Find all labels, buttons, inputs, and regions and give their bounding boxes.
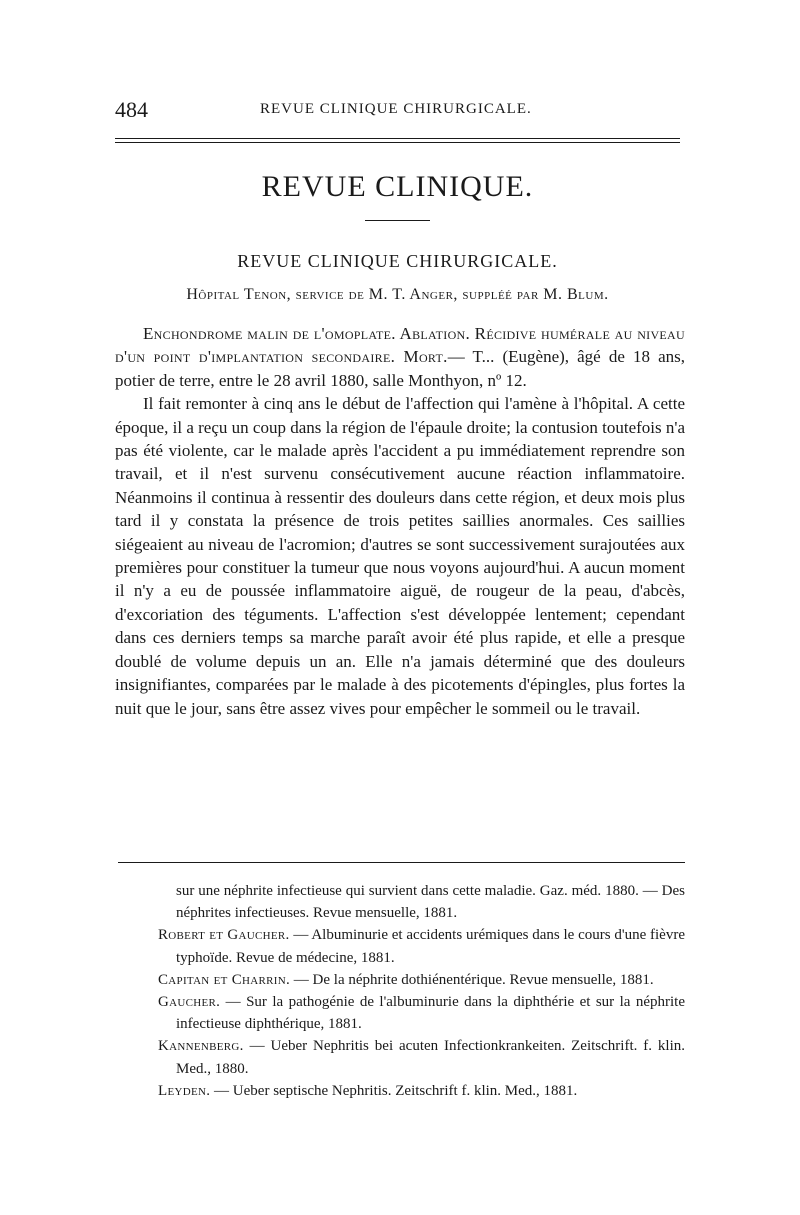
case-paragraph: Il fait remonter à cinq ans le début de l'affection qui l'amène à l'hôpital. A cette époque, il a reçu un coup dans la région de l'épaule droite; la contusion toutefois n'a pas été violente, car le malade après l'accident a pu immédiatement reprendre son travail, et il n'est survenu consécutivement aucune réaction inflammatoire. Néanmoins il continua à ressentir des douleurs dans cette région, et deux mois plus tard il y constata la présence de trois petites saillies anormales. Ces saillies siégeaient au niveau de l'acromion; d'autres se sont successivement surajoutées aux premières pour constituer la tumeur que nous voyons aujourd'hui. A aucun moment il n'y a eu de poussée inflammatoire aiguë, de rougeur de la peau, d'abcès, d'excoriation des téguments. L'affection s'est développée lentement; cependant dans ces derniers temps sa marche paraît avoir été plus rapide, et elle a presque doublé de volume depuis un an. Elle n'a jamais déterminé que des douleurs insignifiantes, comparées par le malade à des picotements d'épingles, plus fortes la nuit que le jour, sans être assez vives pour empêcher le sommeil ou le travail. xyxy=(115,394,685,718)
title-divider xyxy=(365,220,430,221)
footnote-author: Robert et Gaucher. xyxy=(158,927,290,944)
footnote-continuation: sur une néphrite infectieuse qui survient dans cette maladie. Gaz. méd. 1880. — Des néphrites infectieuses. Revue mensuelle, 1881. xyxy=(176,883,685,922)
case-heading: Enchondrome malin de l'omoplate. Ablation. Récidive humérale au niveau d'un point d'implantation secondaire. Mort. xyxy=(115,324,685,367)
footnote-author: Leyden. xyxy=(158,1082,211,1099)
case-intro: — T... (Eugène), âgé de 18 ans, potier de terre, entre le 28 avril 1880, salle Monthyon, nº 12. xyxy=(115,347,685,390)
footnote-entry xyxy=(158,969,685,991)
footnote-text: — Ueber septische Nephritis. Zeitschrift f. klin. Med., 1881. xyxy=(210,1082,578,1099)
footnote-text: — De la néphrite dothiénentérique. Revue mensuelle, 1881. xyxy=(290,971,654,988)
footnote-text: — Sur la pathogénie de l'albuminurie dans la diphthérie et sur la néphrite infectieuse diphthérique, 1881. xyxy=(176,994,685,1033)
section-title: REVUE CLINIQUE CHIRURGICALE. xyxy=(237,251,558,271)
footnote-entry xyxy=(158,1080,685,1102)
footnote-author: Capitan et Charrin. xyxy=(158,971,291,988)
header-double-rule xyxy=(115,138,680,143)
running-head: REVUE CLINIQUE CHIRURGICALE. xyxy=(260,101,532,117)
footnote-entry xyxy=(158,1035,685,1079)
case-heading-paragraph xyxy=(115,322,685,392)
footnote-entry xyxy=(158,924,685,968)
main-title: REVUE CLINIQUE. xyxy=(261,170,534,203)
page-header xyxy=(115,97,680,123)
footnote-author: Gaucher. xyxy=(158,994,221,1011)
body-text xyxy=(115,322,685,720)
footnote-rule xyxy=(118,862,685,863)
footnote-author: Kannenberg. xyxy=(158,1038,244,1055)
page-number: 484 xyxy=(115,97,148,122)
hospital-line: Hôpital Tenon, service de M. T. Anger, suppléé par M. Blum. xyxy=(186,286,609,303)
footnote-text: — Albuminurie et accidents urémiques dans le cours d'une fièvre typhoïde. Revue de médecine, 1881. xyxy=(176,927,685,966)
footnote-entry xyxy=(158,991,685,1035)
footnote-text: — Ueber Nephritis bei acuten Infectionkrankeiten. Zeitschrift. f. klin. Med., 1880. xyxy=(176,1038,685,1077)
footnotes xyxy=(158,880,685,1102)
